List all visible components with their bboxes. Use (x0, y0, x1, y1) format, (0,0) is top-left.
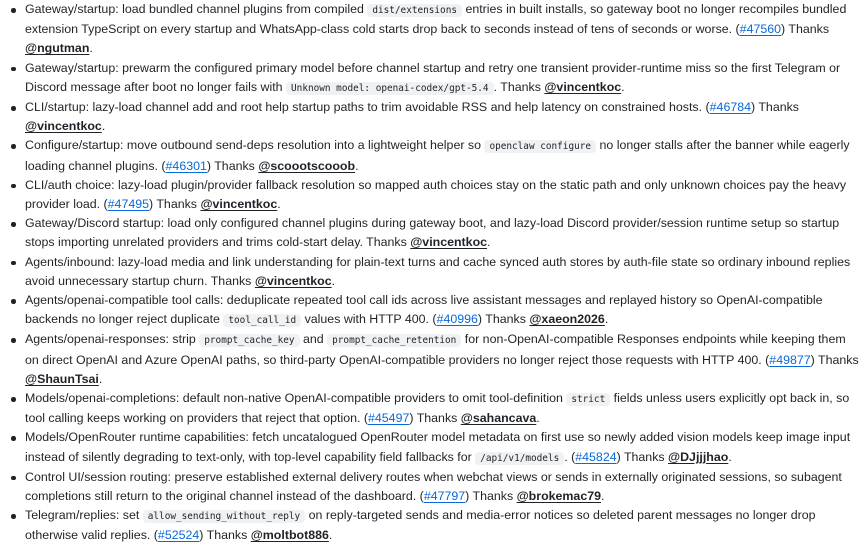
user-mention-link[interactable]: @ngutman (25, 41, 90, 56)
entry-text: entries in built installs, so gateway boot no longer recompiles bundled extension TypeScript on every startup and WhatsApp-class cold starts drop back to seconds instead of tens of seconds or worse. ( (25, 2, 847, 37)
user-mention-link[interactable]: @sahancava (460, 411, 537, 426)
entry-text: CLI/auth choice: lazy-load plugin/provider fallback resolution so mapped auth choices stay on the static path and only unknown choices pay the heavy provider load. ( (25, 177, 847, 212)
entry-text: . (601, 489, 605, 504)
entry-text: Gateway/startup: load bundled channel plugins from compiled (25, 2, 368, 16)
entry-text: ) Thanks (149, 197, 201, 212)
entry-text: . (604, 312, 609, 327)
entry-text: Agents/openai-compatible tool calls: deduplicate repeated tool call ids across live assistant messages and replayed history so OpenAI-compatible backends no longer reject duplicate (25, 293, 823, 327)
pr-link[interactable]: #49877 (769, 352, 811, 367)
changelog-entry (25, 506, 861, 545)
changelog-entry (25, 136, 861, 175)
user-mention-link[interactable]: @vincentkoc (25, 119, 102, 134)
user-mention-link[interactable]: @vincentkoc (254, 273, 332, 288)
entry-text: ) Thanks (810, 352, 859, 367)
entry-text: Models/openai-completions: default non-native OpenAI-compatible providers to omit tool-definition (25, 391, 567, 406)
changelog-entry (25, 59, 861, 98)
entry-text: values with HTTP 400. ( (301, 312, 437, 327)
user-mention-link[interactable]: @moltbot886 (250, 528, 329, 543)
entry-text: . (536, 411, 540, 426)
changelog-entry (25, 176, 861, 214)
pr-link[interactable]: #52524 (157, 528, 200, 543)
entry-text: Agents/openai-responses: strip (25, 332, 200, 347)
inline-code: tool_call_id (223, 314, 301, 327)
pr-link[interactable]: #47560 (739, 22, 782, 37)
inline-code: prompt_cache_key (199, 334, 299, 347)
entry-text: Models/OpenRouter runtime capabilities: fetch uncatalogued OpenRouter model metadata on first use so newly added vision models keep image input instead of silently degrading to text-only, with top-level capability field fallbacks for (25, 430, 851, 464)
entry-text: . Thanks (493, 79, 545, 94)
entry-text: . (98, 371, 103, 386)
entry-text: ) Thanks (477, 312, 530, 327)
changelog-entry (25, 389, 861, 428)
pr-link[interactable]: #45497 (368, 411, 410, 426)
user-mention-link[interactable]: @ShaunTsai (25, 371, 99, 386)
entry-text: no longer stalls after the banner while eagerly loading channel plugins. ( (25, 138, 850, 173)
pr-link[interactable]: #40996 (436, 312, 478, 327)
inline-code: allow_sending_without_reply (143, 510, 305, 523)
entry-text: . (328, 528, 333, 543)
entry-text: ) Thanks (781, 22, 830, 37)
user-mention-link[interactable]: @xaeon2026 (529, 312, 605, 327)
changelog-entry (25, 214, 861, 252)
entry-text: Gateway/startup: prewarm the configured primary model before channel startup and retry one transient provider-runtime miss so the first Telegram or Discord message after boot no longer fails with (25, 60, 841, 94)
entry-text: . (331, 273, 336, 288)
entry-text: fields unless users explicitly opt back in, so tool calling keeps working on providers that reject that option. ( (25, 391, 850, 426)
entry-text: . ( (564, 449, 576, 464)
changelog-entry (25, 253, 861, 291)
changelog-entry (25, 330, 861, 389)
entry-text: CLI/startup: lazy-load channel add and root help startup paths to trim avoidable RSS and help latency on constrained hosts. ( (25, 100, 710, 115)
entry-text: Telegram/replies: set (25, 508, 143, 523)
pr-link[interactable]: #45824 (575, 449, 617, 464)
entry-text: . (487, 235, 491, 250)
pr-link[interactable]: #46784 (709, 100, 752, 115)
user-mention-link[interactable]: @vincentkoc (544, 79, 622, 94)
user-mention-link[interactable]: @scoootscooob (258, 158, 356, 173)
entry-text: for non-OpenAI-compatible Responses endpoints while keeping them on direct OpenAI and Azure OpenAI paths, so third-party OpenAI-compatible providers no longer reject those requests with HTTP 400. ( (25, 332, 846, 367)
entry-text: ) Thanks (616, 449, 669, 464)
pr-link[interactable]: #47495 (107, 197, 150, 212)
entry-text: . (728, 449, 732, 464)
entry-text: ) Thanks (465, 489, 517, 504)
entry-text: . (355, 158, 359, 173)
changelog-entry (25, 0, 861, 59)
entry-text: ) Thanks (199, 528, 251, 543)
entry-text: Configure/startup: move outbound send-deps resolution into a lightweight helper so (25, 138, 485, 153)
entry-text: . (621, 79, 625, 94)
inline-code: openclaw configure (484, 140, 596, 153)
entry-text: and (299, 332, 328, 347)
entry-text: ) Thanks (409, 411, 461, 426)
inline-code: strict (566, 393, 610, 406)
pr-link[interactable]: #47797 (423, 489, 466, 504)
inline-code: /api/v1/models (475, 452, 564, 465)
entry-text: . (277, 197, 281, 212)
entry-text: ) Thanks (206, 158, 259, 173)
entry-text: ) Thanks (751, 100, 799, 115)
changelog-entry (25, 428, 861, 467)
pr-link[interactable]: #46301 (165, 158, 207, 173)
changelog-entry (25, 291, 861, 330)
entry-text: . (89, 41, 93, 56)
user-mention-link[interactable]: @vincentkoc (200, 197, 278, 212)
changelog-entry (25, 468, 861, 506)
user-mention-link[interactable]: @vincentkoc (410, 235, 488, 250)
changelog-entry (25, 98, 861, 136)
user-mention-link[interactable]: @DJjjjhao (668, 449, 729, 464)
user-mention-link[interactable]: @brokemac79 (516, 489, 601, 504)
entry-text: Gateway/Discord startup: load only configured channel plugins during gateway boot, and lazy-load Discord provider/session runtime setup so startup stops importing unrelated providers and trims cold-start delay. Thanks (25, 216, 840, 250)
entry-text: Agents/inbound: lazy-load media and link understanding for plain-text turns and cache synced auth stores by auth-file state so ordinary inbound replies avoid unnecessary startup churn. Thanks (25, 254, 851, 288)
inline-code: Unknown model: openai-codex/gpt-5.4 (286, 82, 494, 95)
entry-text: . (101, 119, 106, 134)
entry-text: on reply-targeted sends and media-error notices so deleted parent messages no longer drop otherwise valid replies. ( (25, 508, 816, 543)
inline-code: dist/extensions (367, 4, 462, 17)
inline-code: prompt_cache_retention (327, 334, 461, 347)
entry-text: Control UI/session routing: preserve established external delivery routes when webchat views or sends in externally originated sessions, so subagent completions still return to the original channel instead of the dashboard. ( (25, 469, 842, 504)
